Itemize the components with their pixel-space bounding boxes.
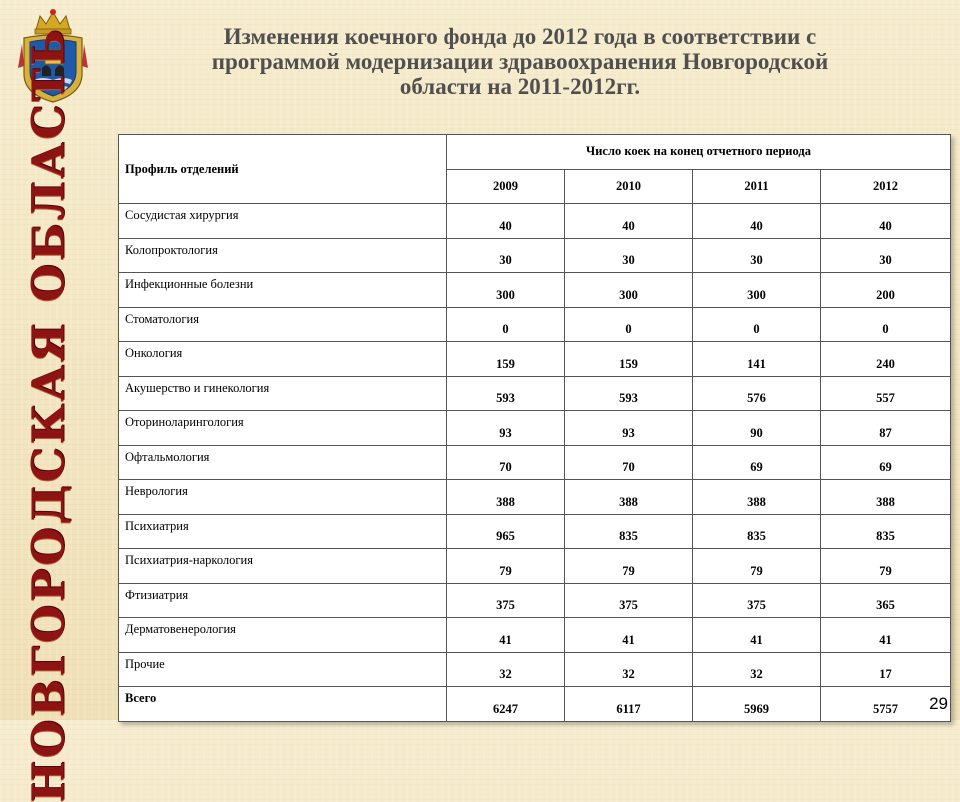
profile-name-cell: Онкология	[119, 342, 447, 377]
year-header: 2009	[447, 169, 565, 204]
bed-count-cell: 32	[693, 652, 821, 687]
bed-fund-table	[118, 134, 951, 722]
bed-count-cell: 41	[821, 618, 951, 653]
bed-count-cell: 159	[565, 342, 693, 377]
bed-count-cell: 375	[693, 583, 821, 618]
bed-count-cell: 388	[565, 480, 693, 515]
page-number: 29	[929, 694, 948, 713]
table-row	[119, 652, 951, 687]
bed-count-cell: 32	[447, 652, 565, 687]
bed-fund-table-container	[118, 134, 950, 722]
table-row	[119, 514, 951, 549]
bed-count-cell: 79	[447, 549, 565, 584]
bed-count-cell: 32	[565, 652, 693, 687]
profile-name-cell: Оториноларингология	[119, 411, 447, 446]
bed-count-cell: 30	[821, 238, 951, 273]
table-row	[119, 204, 951, 239]
bed-count-cell: 200	[821, 273, 951, 308]
bed-count-cell: 93	[447, 411, 565, 446]
year-header: 2010	[565, 169, 693, 204]
bed-count-cell: 40	[447, 204, 565, 239]
bed-count-cell: 159	[447, 342, 565, 377]
bed-count-cell: 17	[821, 652, 951, 687]
table-row	[119, 376, 951, 411]
profile-name-cell: Сосудистая хирургия	[119, 204, 447, 239]
bed-count-cell: 70	[565, 445, 693, 480]
bed-count-cell: 70	[447, 445, 565, 480]
year-header: 2012	[821, 169, 951, 204]
bed-count-cell: 30	[565, 238, 693, 273]
table-row	[119, 273, 951, 308]
total-label: Всего	[119, 687, 447, 722]
table-row	[119, 238, 951, 273]
slide-title	[160, 24, 880, 99]
bed-count-cell: 593	[565, 376, 693, 411]
total-value-cell: 5969	[693, 687, 821, 722]
table-row	[119, 307, 951, 342]
bed-count-cell: 41	[693, 618, 821, 653]
table-row	[119, 583, 951, 618]
bed-count-cell: 69	[693, 445, 821, 480]
bed-count-cell: 375	[447, 583, 565, 618]
vertical-region-caption	[14, 25, 84, 802]
bed-count-cell: 41	[565, 618, 693, 653]
bed-count-cell: 69	[821, 445, 951, 480]
bed-count-cell: 87	[821, 411, 951, 446]
bed-count-cell: 835	[693, 514, 821, 549]
profile-name-cell: Психиатрия	[119, 514, 447, 549]
bed-count-cell: 30	[447, 238, 565, 273]
bed-count-cell: 79	[565, 549, 693, 584]
bed-count-cell: 90	[693, 411, 821, 446]
total-value-cell: 6117	[565, 687, 693, 722]
table-row	[119, 411, 951, 446]
profile-name-cell: Неврология	[119, 480, 447, 515]
total-row	[119, 687, 951, 722]
bed-count-cell: 365	[821, 583, 951, 618]
profile-name-cell: Психиатрия-наркология	[119, 549, 447, 584]
bed-count-cell: 388	[447, 480, 565, 515]
profile-column-header: Профиль отделений	[119, 135, 447, 204]
total-value-cell: 6247	[447, 687, 565, 722]
profile-name-cell: Фтизиатрия	[119, 583, 447, 618]
year-header: 2011	[693, 169, 821, 204]
title-line: программой модернизации здравоохранения Новгородской	[211, 49, 829, 74]
bed-count-cell: 0	[821, 307, 951, 342]
table-row	[119, 445, 951, 480]
bed-count-cell: 41	[447, 618, 565, 653]
profile-name-cell: Офтальмология	[119, 445, 447, 480]
bed-count-cell: 557	[821, 376, 951, 411]
bed-count-cell: 30	[693, 238, 821, 273]
bed-count-cell: 40	[693, 204, 821, 239]
profile-name-cell: Дерматовенерология	[119, 618, 447, 653]
bed-count-cell: 40	[565, 204, 693, 239]
table-row	[119, 480, 951, 515]
bed-count-group-header: Число коек на конец отчетного периода	[447, 135, 951, 170]
profile-name-cell: Колопроктология	[119, 238, 447, 273]
bed-count-cell: 375	[565, 583, 693, 618]
bed-count-cell: 0	[447, 307, 565, 342]
bed-count-cell: 835	[821, 514, 951, 549]
bed-count-cell: 576	[693, 376, 821, 411]
bed-count-cell: 388	[821, 480, 951, 515]
table-row	[119, 549, 951, 584]
bed-count-cell: 141	[693, 342, 821, 377]
bed-count-cell: 79	[693, 549, 821, 584]
title-line: области на 2011-2012гг.	[399, 74, 641, 99]
table-row	[119, 618, 951, 653]
bed-count-cell: 40	[821, 204, 951, 239]
bed-count-cell: 79	[821, 549, 951, 584]
profile-name-cell: Инфекционные болезни	[119, 273, 447, 308]
total-value-cell: 5757	[821, 687, 951, 722]
table-body	[119, 204, 951, 722]
title-line: Изменения коечного фонда до 2012 года в соответствии с	[223, 24, 817, 49]
region-name-text: НОВГОРОДСКАЯ ОБЛАСТЬ	[23, 25, 75, 802]
bed-count-cell: 300	[565, 273, 693, 308]
bed-count-cell: 300	[447, 273, 565, 308]
bed-count-cell: 835	[565, 514, 693, 549]
profile-name-cell: Акушерство и гинекология	[119, 376, 447, 411]
profile-name-cell: Стоматология	[119, 307, 447, 342]
bed-count-cell: 93	[565, 411, 693, 446]
bed-count-cell: 300	[693, 273, 821, 308]
bed-count-cell: 388	[693, 480, 821, 515]
bed-count-cell: 593	[447, 376, 565, 411]
table-row	[119, 342, 951, 377]
profile-name-cell: Прочие	[119, 652, 447, 687]
bed-count-cell: 965	[447, 514, 565, 549]
bed-count-cell: 0	[693, 307, 821, 342]
bed-count-cell: 240	[821, 342, 951, 377]
header-row	[119, 135, 951, 170]
bed-count-cell: 0	[565, 307, 693, 342]
